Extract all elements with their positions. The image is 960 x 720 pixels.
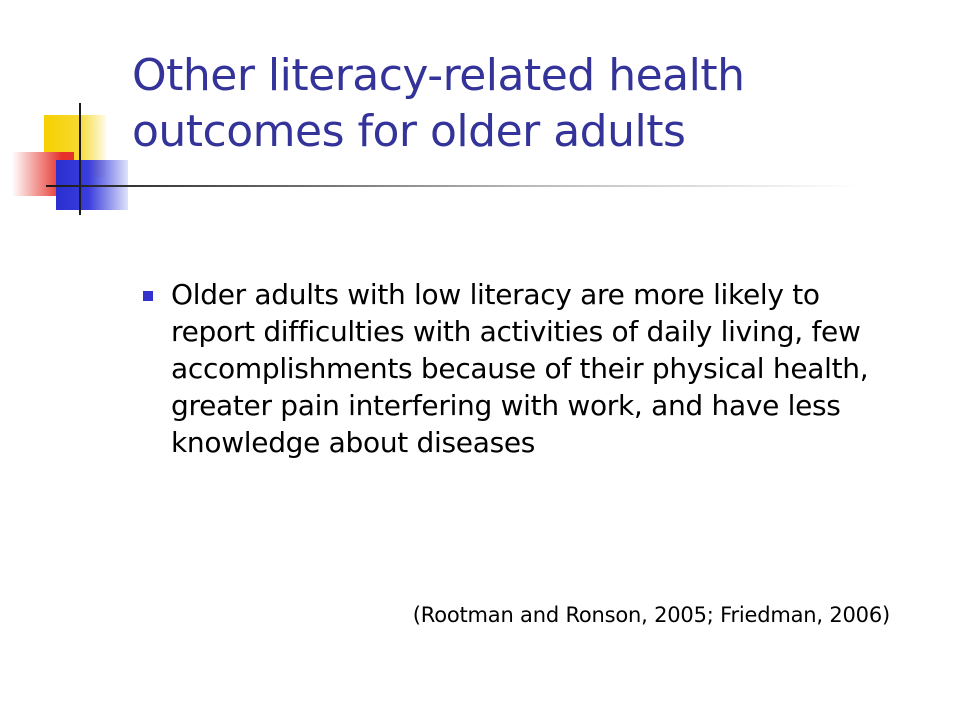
title-underline [46,185,860,187]
square-bullet-icon [143,291,153,301]
slide-title: Other literacy-related health outcomes for older adults [132,50,745,157]
bullet-text: Older adults with low literacy are more likely to report difficulties with activities of daily living, few accomplishments because of their physical health, greater pain interfering with work, and have less knowledge about diseases [171,278,869,459]
decorative-vertical-line [79,103,81,215]
bullet-list [140,276,900,461]
citation: (Rootman and Ronson, 2005; Friedman, 2006) [412,603,890,627]
bullet-item [140,276,900,461]
